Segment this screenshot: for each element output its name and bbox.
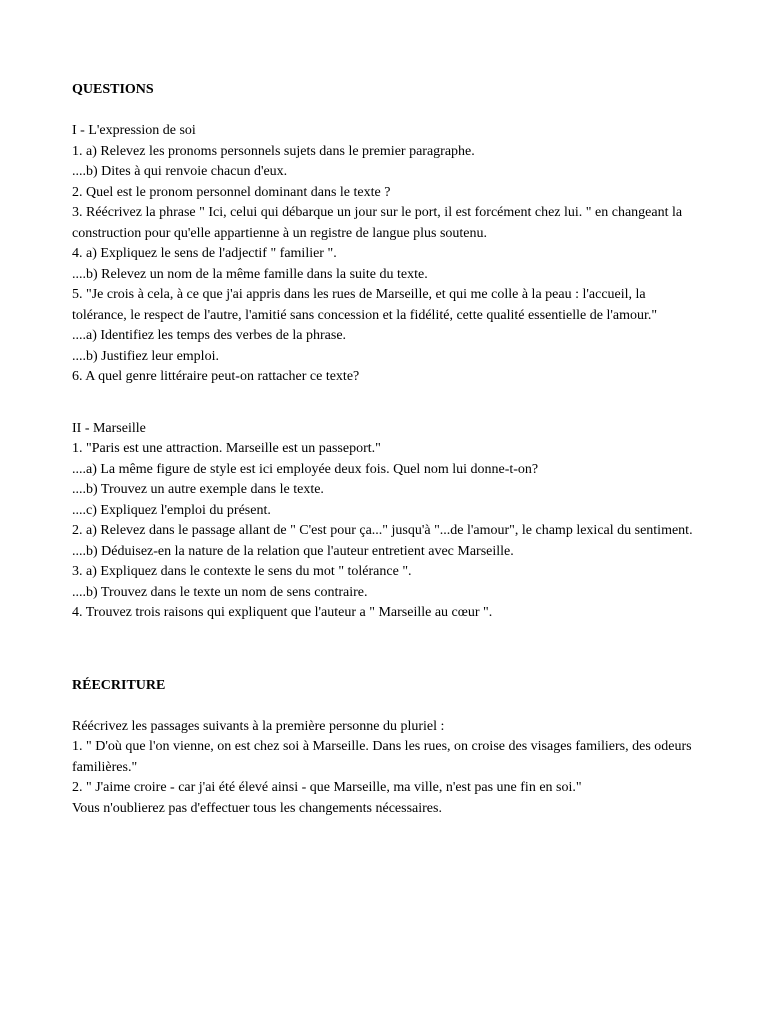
question-line: ....b) Relevez un nom de la même famille dans la suite du texte. — [72, 266, 428, 282]
spacer — [72, 101, 702, 122]
question-line: 2. a) Relevez dans le passage allant de " C'est pour ça..." jusqu'à "...de l'amour", le champ lexical du sentiment. — [72, 523, 693, 538]
rewriting-heading: RÉECRITURE — [72, 677, 166, 693]
question-line: ....b) Trouvez un autre exemple dans le texte. — [72, 482, 324, 497]
document-page — [72, 80, 702, 819]
question-line: ....c) Expliquez l'emploi du présent. — [72, 502, 271, 518]
question-line: 5. "Je crois à cela, à ce que j'ai appris dans les rues de Marseille, et qui me colle à la peau : l'accueil, la tolérance, le respect de l'autre, l'amitié sans concession et la fidélité, cette qualité essentielle de l'amour." — [72, 287, 658, 323]
question-line: 1. "Paris est une attraction. Marseille est un passeport." — [72, 441, 381, 456]
rewriting-line: 1. " D'où que l'on vienne, on est chez soi à Marseille. Dans les rues, on croise des visages familiers, des odeurs familières." — [72, 739, 692, 775]
section-title: II - Marseille — [72, 420, 146, 436]
question-line: 3. a) Expliquez dans le contexte le sens du mot " tolérance ". — [72, 564, 412, 579]
spacer — [72, 696, 702, 717]
question-line: ....b) Justifiez leur emploi. — [72, 348, 219, 364]
question-line: ....b) Déduisez-en la nature de la relation que l'auteur entretient avec Marseille. — [72, 543, 514, 559]
section-title: I - L'expression de soi — [72, 123, 196, 138]
question-line: 6. A quel genre littéraire peut-on rattacher ce texte? — [72, 369, 360, 384]
section-rewriting — [72, 717, 702, 820]
question-line: 4. a) Expliquez le sens de l'adjectif " familier ". — [72, 246, 337, 261]
section-marseille — [72, 419, 702, 624]
question-line: ....b) Dites à qui renvoie chacun d'eux. — [72, 164, 288, 179]
question-line: ....a) La même figure de style est ici employée deux fois. Quel nom lui donne-t-on? — [72, 461, 539, 477]
questions-heading: QUESTIONS — [72, 82, 154, 97]
question-line: 4. Trouvez trois raisons qui expliquent que l'auteur a " Marseille au cœur ". — [72, 605, 493, 620]
rewriting-line: Vous n'oublierez pas d'effectuer tous les changements nécessaires. — [72, 800, 442, 816]
rewriting-line: Réécrivez les passages suivants à la première personne du pluriel : — [72, 718, 445, 734]
question-line: ....b) Trouvez dans le texte un nom de sens contraire. — [72, 584, 368, 600]
question-line: 2. Quel est le pronom personnel dominant dans le texte ? — [72, 184, 391, 200]
section-expression-de-soi — [72, 121, 702, 388]
question-line: ....a) Identifiez les temps des verbes de la phrase. — [72, 328, 347, 343]
rewriting-line: 2. " J'aime croire - car j'ai été élevé ainsi - que Marseille, ma ville, n'est pas une fin en soi." — [72, 780, 582, 795]
spacer — [72, 388, 702, 419]
question-line: 3. Réécrivez la phrase " Ici, celui qui débarque un jour sur le port, il est forcément chez lui. " en changeant la construction pour qu'elle appartienne à un registre de langue plus soutenu. — [72, 205, 683, 241]
spacer — [72, 624, 702, 676]
question-line: 1. a) Relevez les pronoms personnels sujets dans le premier paragraphe. — [72, 143, 475, 159]
